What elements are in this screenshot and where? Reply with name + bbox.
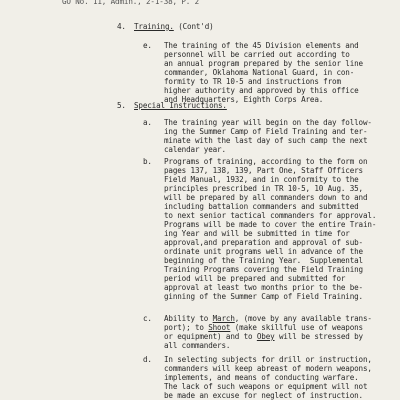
para-5c-text: port); to <box>164 323 209 332</box>
section-5-title-text: Special Instructions. <box>134 101 227 110</box>
para-5d-line: The lack of such weapons or equipment will not <box>164 382 368 391</box>
page-header: GO No. 11, Admin., 2-1-38, P. 2 <box>62 0 200 6</box>
section-4-cont: (Cont'd) <box>178 22 214 31</box>
para-4e-line: The training of the 45 Division elements and <box>164 41 359 50</box>
para-5b-line: including battalion commanders and submitted <box>164 202 359 211</box>
para-5d-line: implements, and means of conducting warfare. <box>164 373 359 382</box>
section-5-title <box>134 101 227 110</box>
para-5b-line: Programs of training, according to the form on <box>164 157 368 166</box>
para-5c-underlined: Shoot <box>208 323 231 332</box>
para-5c-text: (make skillful use of weapons <box>230 323 363 332</box>
para-5b-line: approval at least two months prior to the be- <box>164 283 363 292</box>
para-5b-line: approval,and preparation and approval of sub- <box>164 238 363 247</box>
para-4e-line: formity to TR 10-5 and instructions from <box>164 77 341 86</box>
para-5c-underlined: March <box>212 314 235 323</box>
para-5c-underlined: Obey <box>256 332 275 341</box>
section-4-number: 4. <box>117 22 126 31</box>
para-5a-line: minate with the last day of such camp the next <box>164 136 368 145</box>
para-5c-text: Ability to <box>164 314 213 323</box>
para-5b-line: ginning of the Summer Camp of Field Training. <box>164 292 363 301</box>
para-5b-line: Field Manual, 1932, and in conformity to the <box>164 175 359 184</box>
para-4e-line: and Headquarters, Eighth Corps Area. <box>164 95 324 104</box>
para-5d-line: be made an excuse for neglect of instruction. <box>164 391 363 400</box>
para-4e-line: higher authority and approved by this office <box>164 86 359 95</box>
para-5b-line: Programs will be made to cover the entire Train- <box>164 220 377 229</box>
para-5b-line: will be prepared by all commanders down to and <box>164 193 368 202</box>
para-5b-line: beginning of the Training Year. Supplemental <box>164 256 363 265</box>
para-5c-line <box>164 332 363 341</box>
para-5a-letter: a. <box>143 118 152 127</box>
para-5b-line: Training Programs covering the Field Training <box>164 265 363 274</box>
para-4e-line: an annual program prepared by the senior line <box>164 59 363 68</box>
para-5d-line: commanders will keep abreast of modern weapons, <box>164 364 372 373</box>
para-5b-line: period will be prepared and submitted for <box>164 274 346 283</box>
para-5a-line: calendar year. <box>164 145 226 154</box>
para-5b-line: ordinate unit programs well in advance of the <box>164 247 363 256</box>
para-5d-line: In selecting subjects for drill or instruction, <box>164 355 372 364</box>
section-4-title-text: Training. <box>134 22 174 31</box>
para-5b-line: to next senior tactical commanders for approval. <box>164 211 377 220</box>
section-5-number: 5. <box>117 101 126 110</box>
para-5c-text: will be stressed by <box>274 332 363 341</box>
para-5a-line: ing the Summer Camp of Field Training and ter- <box>164 127 368 136</box>
para-5a-line: The training year will begin on the day follow- <box>164 118 372 127</box>
section-4-title <box>134 22 214 31</box>
para-5c-line <box>164 314 372 323</box>
para-5c-line <box>164 323 363 332</box>
para-5b-line: pages 137, 138, 139, Part One, Staff Officers <box>164 166 363 175</box>
para-5d-letter: d. <box>143 355 152 364</box>
para-5b-line: principles prescribed in TR 10-5, 10 Aug. 35, <box>164 184 363 193</box>
para-5b-line: ing Year and will be submitted in time for <box>164 229 350 238</box>
para-5c-letter: c. <box>143 314 152 323</box>
para-4e-line: commander, Oklahoma National Guard, in con- <box>164 68 355 77</box>
para-4e-line: personnel will be carried out according to <box>164 50 350 59</box>
para-4e-letter: e. <box>143 41 152 50</box>
para-5c-text: or equipment) and to <box>164 332 257 341</box>
para-5b-letter: b. <box>143 157 152 166</box>
para-5c-line: all commanders. <box>164 341 231 350</box>
para-5c-text: , (move by any available trans- <box>234 314 372 323</box>
